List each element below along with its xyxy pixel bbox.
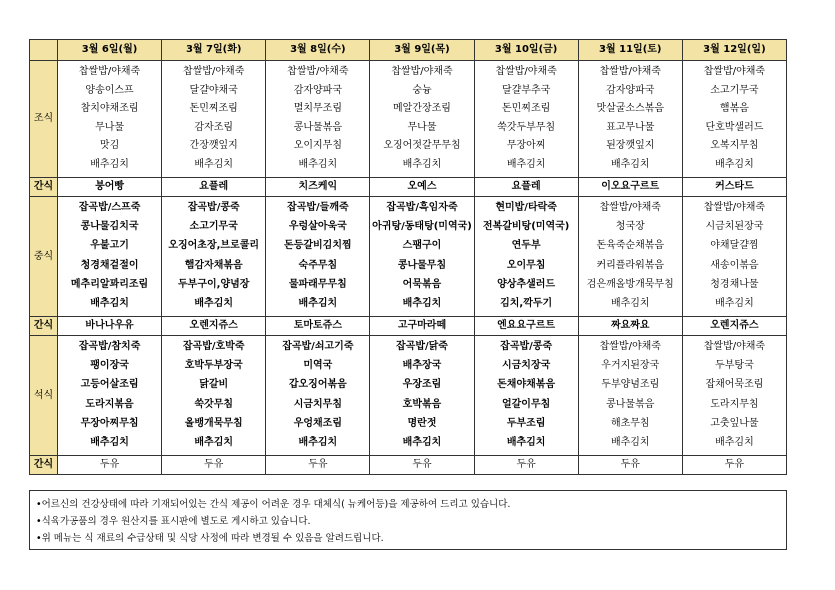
menu-item: 된장깻잎지: [606, 140, 655, 152]
breakfast-cell: [474, 61, 578, 178]
menu-item: 잡곡밥/콩죽: [500, 341, 553, 352]
menu-item: 호박두부장국: [184, 360, 243, 372]
menu-item: 표고무나물: [606, 121, 655, 133]
dinner-cell: [266, 336, 370, 456]
menu-item: 배추김치: [610, 158, 650, 170]
lunch-row: [30, 197, 787, 317]
dinner-cell: [682, 336, 786, 456]
menu-item: 쑥갓두부무침: [497, 121, 556, 133]
breakfast-cell: [266, 61, 370, 178]
menu-item: 새송이볶음: [710, 259, 759, 271]
menu-item: 야채달걀찜: [710, 240, 759, 252]
menu-item: 아귀탕/동태탕(미역국): [372, 221, 472, 233]
menu-item: 청경채겉절이: [80, 259, 139, 271]
day-header: 3월 12일(일): [682, 40, 786, 61]
menu-item: 무나물: [407, 121, 437, 133]
menu-item: 잡곡밥/콩죽: [187, 202, 240, 213]
snack-cell: 두유: [58, 456, 162, 475]
snack-cell: 오예스: [370, 178, 474, 197]
menu-item: 잡곡밥/흑임자죽: [386, 202, 458, 213]
menu-item: 고등어살조림: [80, 379, 139, 391]
lunch-cell: [266, 197, 370, 317]
lunch-label: 중식: [30, 197, 58, 317]
menu-item: 잡곡밥/들깨죽: [287, 202, 349, 213]
snack-cell: 두유: [370, 456, 474, 475]
corner-cell: [30, 40, 58, 61]
lunch-cell: [58, 197, 162, 317]
menu-item: 우거지된장국: [601, 360, 660, 372]
breakfast-cell: [162, 61, 266, 178]
breakfast-row: [30, 61, 787, 178]
menu-item: 갑오징어볶음: [288, 379, 347, 391]
menu-item: 얼갈이무침: [501, 398, 551, 410]
breakfast-cell: [58, 61, 162, 178]
menu-item: 배추김치: [194, 158, 234, 170]
menu-item: 멸치무조림: [293, 103, 342, 115]
menu-item: 오이지무침: [293, 140, 342, 152]
day-header: 3월 10일(금): [474, 40, 578, 61]
menu-item: 감자양파국: [293, 84, 342, 96]
menu-item: 배추김치: [298, 158, 338, 170]
menu-item: 찹쌀밥/야채죽: [495, 66, 557, 77]
day-header: 3월 11일(토): [578, 40, 682, 61]
snack-cell: 두유: [474, 456, 578, 475]
menu-item: 무장아찌무침: [80, 417, 139, 429]
menu-item: 찹쌀밥/야채죽: [183, 66, 245, 77]
snack-cell: 붕어빵: [58, 178, 162, 197]
dinner-cell: [58, 336, 162, 456]
menu-item: 간장깻잎지: [189, 140, 238, 152]
menu-item: 돈민찌조림: [189, 103, 238, 115]
menu-item: 소고기무국: [189, 221, 238, 233]
menu-item: 호박볶음: [402, 398, 442, 410]
menu-item: 잡곡밥/쇠고기죽: [282, 341, 354, 352]
snack-cell: 두유: [162, 456, 266, 475]
menu-item: 잡채어묵조림: [705, 379, 764, 391]
menu-item: 찹쌀밥/야채죽: [703, 202, 766, 213]
snack-cell: 토마토쥬스: [266, 317, 370, 336]
menu-item: 콩나물볶음: [606, 398, 655, 410]
breakfast-cell: [370, 61, 474, 178]
menu-item: 소고기무국: [710, 84, 759, 96]
menu-item: 배추김치: [715, 436, 754, 448]
dinner-cell: [370, 336, 474, 456]
lunch-cell: [370, 197, 474, 317]
day-header: 3월 9일(목): [370, 40, 474, 61]
menu-item: 돈육죽순채볶음: [596, 240, 665, 252]
menu-item: 시금치무침: [293, 398, 342, 410]
menu-item: 단호박샐러드: [705, 121, 764, 133]
lunch-cell: [682, 197, 786, 317]
lunch-cell: [474, 197, 578, 317]
header-row: [30, 40, 787, 61]
menu-item: 감자양파국: [606, 84, 655, 96]
menu-item: 양송이스프: [85, 84, 134, 96]
menu-item: 잡곡밥/스프죽: [78, 202, 141, 213]
menu-item: 메알간장조림: [393, 103, 451, 115]
menu-item: 배추김치: [298, 297, 338, 309]
menu-item: 고춧잎나물: [710, 417, 759, 429]
menu-item: 올뱅개묵무침: [184, 417, 243, 429]
menu-item: 우불고기: [90, 240, 129, 252]
menu-item: 무장아찌: [506, 140, 546, 152]
menu-item: 콩나물무침: [397, 259, 447, 271]
menu-item: 우렁살아욱국: [288, 221, 347, 233]
menu-item: 맛김: [99, 140, 120, 152]
snack-cell: 두유: [578, 456, 682, 475]
menu-item: 배추김치: [402, 436, 442, 448]
menu-item: 찹쌀밥/야채죽: [599, 66, 661, 77]
menu-item: 배추장국: [402, 360, 442, 372]
menu-item: 김치,깍두기: [500, 297, 553, 309]
snack-row: [30, 317, 787, 336]
menu-item: 잡곡밥/닭죽: [396, 341, 448, 352]
menu-item: 명란젓: [407, 417, 437, 429]
breakfast-cell: [682, 61, 786, 178]
menu-item: 물파래무무침: [288, 278, 347, 290]
note-line: •위 메뉴는 식 재료의 수급상태 및 식당 사정에 따라 변경될 수 있음을 알려드립니다.: [36, 533, 384, 544]
menu-item: 콩나물김치국: [80, 221, 139, 233]
menu-item: 참치야채조림: [80, 103, 139, 115]
menu-item: 찹쌀밥/야채죽: [703, 66, 766, 77]
menu-item: 해초무침: [610, 417, 650, 429]
menu-item: 배추김치: [715, 158, 754, 170]
weekly-menu-table: [29, 39, 787, 475]
snack-row: [30, 178, 787, 197]
snack-label: 간식: [30, 456, 58, 475]
menu-item: 찹쌀밥/야채죽: [287, 66, 349, 77]
menu-item: 햄감자채볶음: [184, 259, 243, 271]
snack-row: [30, 456, 787, 475]
menu-item: 오이무침: [506, 259, 546, 271]
menu-item: 검은깨올방개묵무침: [586, 278, 674, 290]
menu-item: 햄볶음: [719, 103, 749, 115]
menu-item: 미역국: [303, 360, 333, 372]
menu-item: 현미밥/타락죽: [495, 202, 557, 213]
menu-item: 커리플라워볶음: [596, 259, 665, 271]
menu-item: 찹쌀밥/야채죽: [703, 341, 766, 352]
menu-item: 도라지볶음: [85, 398, 134, 410]
menu-item: 팽이장국: [90, 360, 129, 372]
snack-cell: 이오요구르트: [578, 178, 682, 197]
menu-item: 배추김치: [610, 436, 650, 448]
menu-item: 찹쌀밥/야채죽: [391, 66, 453, 77]
snack-cell: 두유: [682, 456, 786, 475]
menu-item: 돈채야채볶음: [497, 379, 556, 391]
menu-item: 잡곡밥/호박죽: [182, 341, 245, 352]
menu-item: 오복지무침: [710, 140, 759, 152]
dinner-row: [30, 336, 787, 456]
snack-cell: 바나나우유: [58, 317, 162, 336]
menu-item: 무나물: [95, 121, 125, 133]
menu-item: 배추김치: [90, 436, 129, 448]
menu-item: 콩나물볶음: [293, 121, 342, 133]
menu-item: 찹쌀밥/야채죽: [599, 202, 661, 213]
day-header: 3월 8일(수): [266, 40, 370, 61]
snack-cell: 짜요짜요: [578, 317, 682, 336]
menu-item: 배추김치: [506, 158, 546, 170]
menu-item: 배추김치: [610, 297, 650, 309]
menu-item: 숭늉: [412, 84, 432, 96]
snack-cell: 오렌지쥬스: [682, 317, 786, 336]
menu-item: 달걀야채국: [189, 84, 238, 96]
snack-cell: 고구마라떼: [370, 317, 474, 336]
menu-item: 메추리알꽈리조림: [70, 278, 149, 290]
menu-item: 배추김치: [715, 297, 754, 309]
menu-item: 시금치장국: [501, 360, 551, 372]
lunch-cell: [162, 197, 266, 317]
snack-cell: 오렌지쥬스: [162, 317, 266, 336]
menu-item: 찹쌀밥/야채죽: [599, 341, 661, 352]
menu-item: 오징어초장,브로콜리: [168, 240, 260, 252]
menu-item: 배추김치: [194, 297, 234, 309]
menu-item: 전복갈비탕(미역국): [482, 221, 570, 233]
snack-cell: 요플레: [162, 178, 266, 197]
snack-label: 간식: [30, 317, 58, 336]
day-header: 3월 6일(월): [58, 40, 162, 61]
menu-item: 청경채나물: [710, 278, 759, 290]
menu-item: 두부조림: [506, 417, 546, 429]
snack-cell: 치즈케익: [266, 178, 370, 197]
dinner-label: 석식: [30, 336, 58, 456]
menu-item: 연두부: [511, 240, 541, 252]
menu-item: 우장조림: [402, 379, 442, 391]
note-line: •어르신의 건강상태에 따라 기재되어있는 간식 제공이 어려운 경우 대체식( 뉴케어등)을 제공하여 드리고 있습니다.: [36, 499, 511, 510]
snack-cell: 두유: [266, 456, 370, 475]
breakfast-cell: [578, 61, 682, 178]
day-header: 3월 7일(화): [162, 40, 266, 61]
menu-item: 두부구이,양념장: [178, 278, 250, 290]
snack-cell: 엔요요구르트: [474, 317, 578, 336]
menu-item: 잡곡밥/참치죽: [78, 341, 141, 352]
menu-item: 배추김치: [194, 436, 234, 448]
dinner-cell: [162, 336, 266, 456]
menu-item: 스팸구이: [402, 240, 442, 252]
menu-item: 달걀부추국: [501, 84, 551, 96]
dinner-cell: [474, 336, 578, 456]
menu-item: 배추김치: [90, 158, 129, 170]
menu-item: 배추김치: [90, 297, 129, 309]
menu-item: 돈등갈비김치찜: [284, 240, 352, 252]
menu-item: 시금치된장국: [705, 221, 764, 233]
snack-label: 간식: [30, 178, 58, 197]
menu-item: 돈민찌조림: [501, 103, 551, 115]
menu-item: 찹쌀밥/야채죽: [78, 66, 141, 77]
dinner-cell: [578, 336, 682, 456]
menu-item: 어묵볶음: [402, 278, 442, 290]
menu-item: 쑥갓무침: [194, 398, 234, 410]
note-line: •식육가공품의 경우 원산지를 표시판에 별도로 게시하고 있습니다.: [36, 516, 311, 527]
menu-item: 닭갈비: [199, 379, 229, 391]
menu-item: 배추김치: [298, 436, 338, 448]
menu-item: 맛살굴소스볶음: [596, 103, 665, 115]
snack-cell: 요플레: [474, 178, 578, 197]
notes-box: [29, 490, 787, 550]
lunch-cell: [578, 197, 682, 317]
menu-item: 도라지무침: [710, 398, 759, 410]
menu-item: 청국장: [615, 221, 645, 233]
menu-item: 양상추샐러드: [497, 278, 556, 290]
menu-item: 배추김치: [402, 158, 442, 170]
menu-item: 감자조림: [194, 121, 234, 133]
menu-item: 오징어젓갈무무침: [383, 140, 461, 152]
menu-item: 배추김치: [402, 297, 442, 309]
snack-cell: 커스타드: [682, 178, 786, 197]
menu-item: 두부탕국: [715, 360, 754, 372]
breakfast-label: 조식: [30, 61, 58, 178]
menu-item: 숙주무침: [298, 259, 338, 271]
menu-item: 우엉채조림: [293, 417, 342, 429]
menu-item: 배추김치: [506, 436, 546, 448]
menu-item: 두부양념조림: [601, 379, 660, 391]
